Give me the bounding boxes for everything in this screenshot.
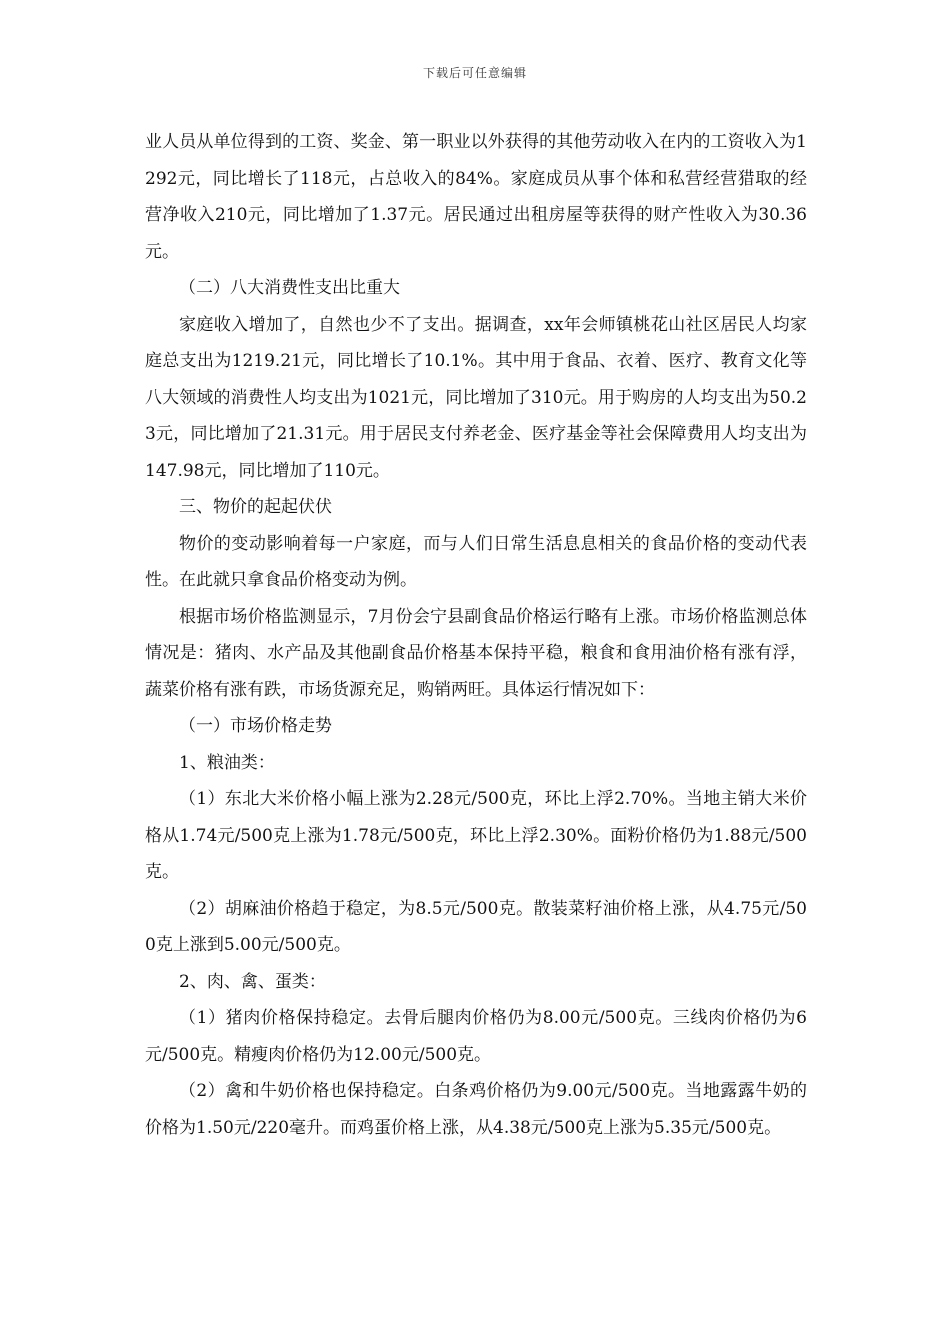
heading-consumption-expenditure: （二）八大消费性支出比重大 bbox=[179, 278, 400, 298]
heading-price-fluctuation: 三、物价的起起伏伏 bbox=[179, 497, 332, 517]
paragraph-income-continued: 业人员从单位得到的工资、奖金、第一职业以外获得的其他劳动收入在内的工资收入为1292元，同比增长了118元，占总收入的84%。家庭成员从事个体和私营经营猎取的经营净收入210元，同比增加了1.37元。居民通过出租房屋等获得的财产性收入为30.36元。 bbox=[145, 132, 807, 262]
paragraph-rice-flour: （1）东北大米价格小幅上涨为2.28元/500克，环比上浮2.70%。当地主销大米价格从1.74元/500克上涨为1.78元/500克，环比上浮2.30%。面粉价格仍为1.88元/500克。 bbox=[145, 789, 807, 882]
paragraph-household-expenditure: 家庭收入增加了，自然也少不了支出。据调查，xx年会师镇桃花山社区居民人均家庭总支出为1219.21元，同比增长了10.1%。其中用于食品、衣着、医疗、教育文化等八大领域的消费性人均支出为1021元，同比增加了310元。用于购房的人均支出为50.23元，同比增加了21.31元。用于居民支付养老金、医疗基金等社会保障费用人均支出为147.98元，同比增加了110元。 bbox=[145, 314, 807, 481]
page-header: 下载后可任意编辑 bbox=[422, 66, 527, 80]
paragraph-price-intro: 物价的变动影响着每一户家庭，而与人们日常生活息息相关的食品价格的变动代表性。在此就只拿食品价格变动为例。 bbox=[145, 533, 807, 590]
heading-market-trend: （一）市场价格走势 bbox=[179, 716, 332, 736]
heading-grain-oil: 1、粮油类： bbox=[179, 752, 275, 773]
paragraph-poultry-milk-egg: （2）禽和牛奶价格也保持稳定。白条鸡价格仍为9.00元/500克。当地露露牛奶的价格为1.50元/220毫升。而鸡蛋价格上涨，从4.38元/500克上涨为5.35元/500克。 bbox=[145, 1081, 807, 1138]
paragraph-cooking-oil: （2）胡麻油价格趋于稳定，为8.5元/500克。散装菜籽油价格上涨，从4.75元/500克上涨到5.00元/500克。 bbox=[145, 898, 807, 955]
paragraph-market-monitoring: 根据市场价格监测显示，7月份会宁县副食品价格运行略有上涨。市场价格监测总体情况是：猪肉、水产品及其他副食品价格基本保持平稳，粮食和食用油价格有涨有浮，蔬菜价格有涨有跌，市场货源充足，购销两旺。具体运行情况如下： bbox=[145, 606, 807, 700]
heading-meat-poultry-egg: 2、肉、禽、蛋类： bbox=[179, 971, 326, 992]
document-body bbox=[145, 124, 807, 1146]
paragraph-pork: （1）猪肉价格保持稳定。去骨后腿肉价格仍为8.00元/500克。三线肉价格仍为6元/500克。精瘦肉价格仍为12.00元/500克。 bbox=[145, 1008, 807, 1065]
